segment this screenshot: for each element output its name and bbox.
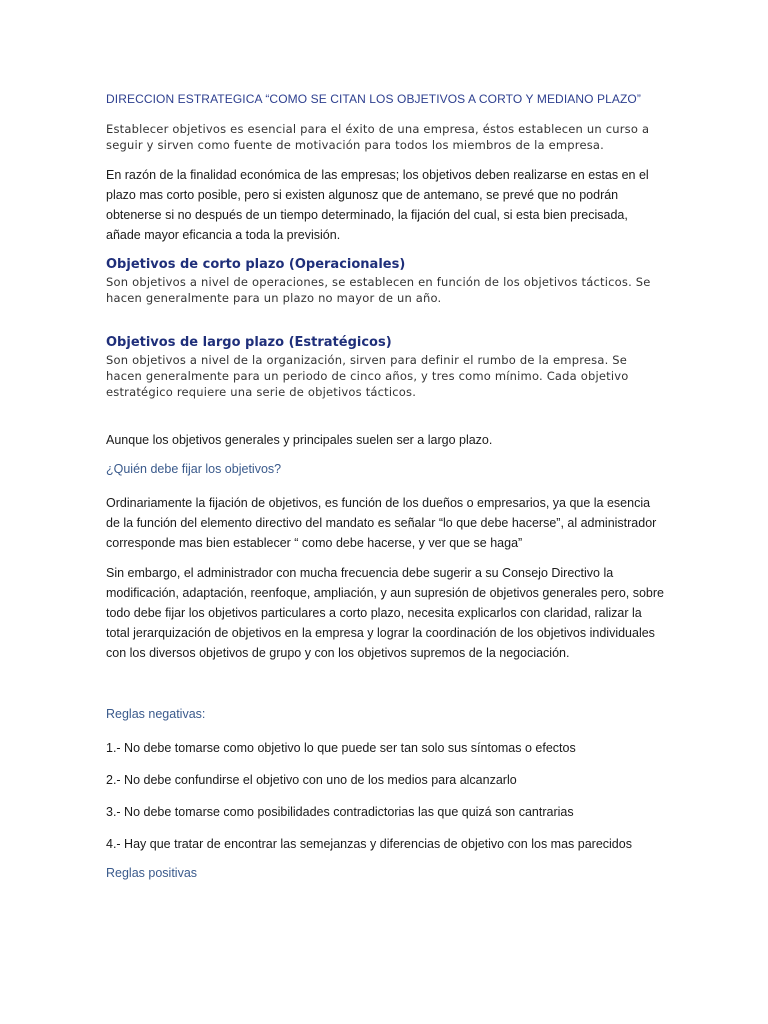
paragraph-sin-embargo: Sin embargo, el administrador con mucha frecuencia debe sugerir a su Consejo Directivo la modificación, adaptación, reenfoque, ampliación, y aun supresión de objetivos generales pero, sobre todo debe fijar los objetivos particulares a corto plazo, necesita explicarlos con claridad, ralizar la total jerarquización de objetivos en la empresa y lograr la coordinación de los objetivos individuales con los diversos objetivos de grupo y con los objetivos supremos de la negociación. bbox=[106, 566, 664, 660]
document-title: DIRECCION ESTRATEGICA “COMO SE CITAN LOS OBJETIVOS A CORTO Y MEDIANO PLAZO” bbox=[106, 92, 641, 106]
paragraph-ordinariamente: Ordinariamente la fijación de objetivos, es función de los dueños o empresarios, ya que la esencia de la función del elemento directivo del mandato es señalar “lo que debe hacerse”, al administrador corresponde mas bien establecer “ como debe hacerse, y ver que se haga” bbox=[106, 496, 657, 550]
positive-rules-heading: Reglas positivas bbox=[106, 866, 198, 880]
short-term-text: Son objetivos a nivel de operaciones, se establecen en función de los objetivos tácticos. Se hacen generalmente para un plazo no mayor de un año. bbox=[106, 275, 651, 305]
heading-long-term: Objetivos de largo plazo (Estratégicos) bbox=[106, 335, 392, 350]
negative-rule-2: 2.- No debe confundirse el objetivo con uno de los medios para alcanzarlo bbox=[106, 773, 517, 787]
paragraph-aunque: Aunque los objetivos generales y principales suelen ser a largo plazo. bbox=[106, 433, 493, 447]
heading-short-term: Objetivos de corto plazo (Operacionales) bbox=[106, 257, 406, 272]
intro-paragraph: Establecer objetivos es esencial para el éxito de una empresa, éstos establecen un curso a seguir y sirven como fuente de motivación para todos los miembros de la empresa. bbox=[106, 122, 650, 152]
paragraph-finalidad: En razón de la finalidad económica de las empresas; los objetivos deben realizarse en estas en el plazo mas corto posible, pero si existen algunosz que de antemano, se prevé que no podrán obtenerse si no después de un tiempo determinado, la fijación del cual, si esta bien precisada, añade mayor eficancia a toda la previsión. bbox=[106, 168, 649, 242]
negative-rule-4: 4.- Hay que tratar de encontrar las semejanzas y diferencias de objetivo con los mas parecidos bbox=[106, 837, 632, 851]
question-heading: ¿Quién debe fijar los objetivos? bbox=[106, 462, 282, 476]
long-term-text: Son objetivos a nivel de la organización, sirven para definir el rumbo de la empresa. Se hacen generalmente para un periodo de cinco años, y tres como mínimo. Cada objetivo estratégico requiere una serie de objetivos tácticos. bbox=[106, 353, 629, 399]
negative-rules-heading: Reglas negativas: bbox=[106, 707, 206, 721]
negative-rule-1: 1.- No debe tomarse como objetivo lo que puede ser tan solo sus síntomas o efectos bbox=[106, 741, 576, 755]
negative-rule-3: 3.- No debe tomarse como posibilidades contradictorias las que quizá son cantrarias bbox=[106, 805, 574, 819]
